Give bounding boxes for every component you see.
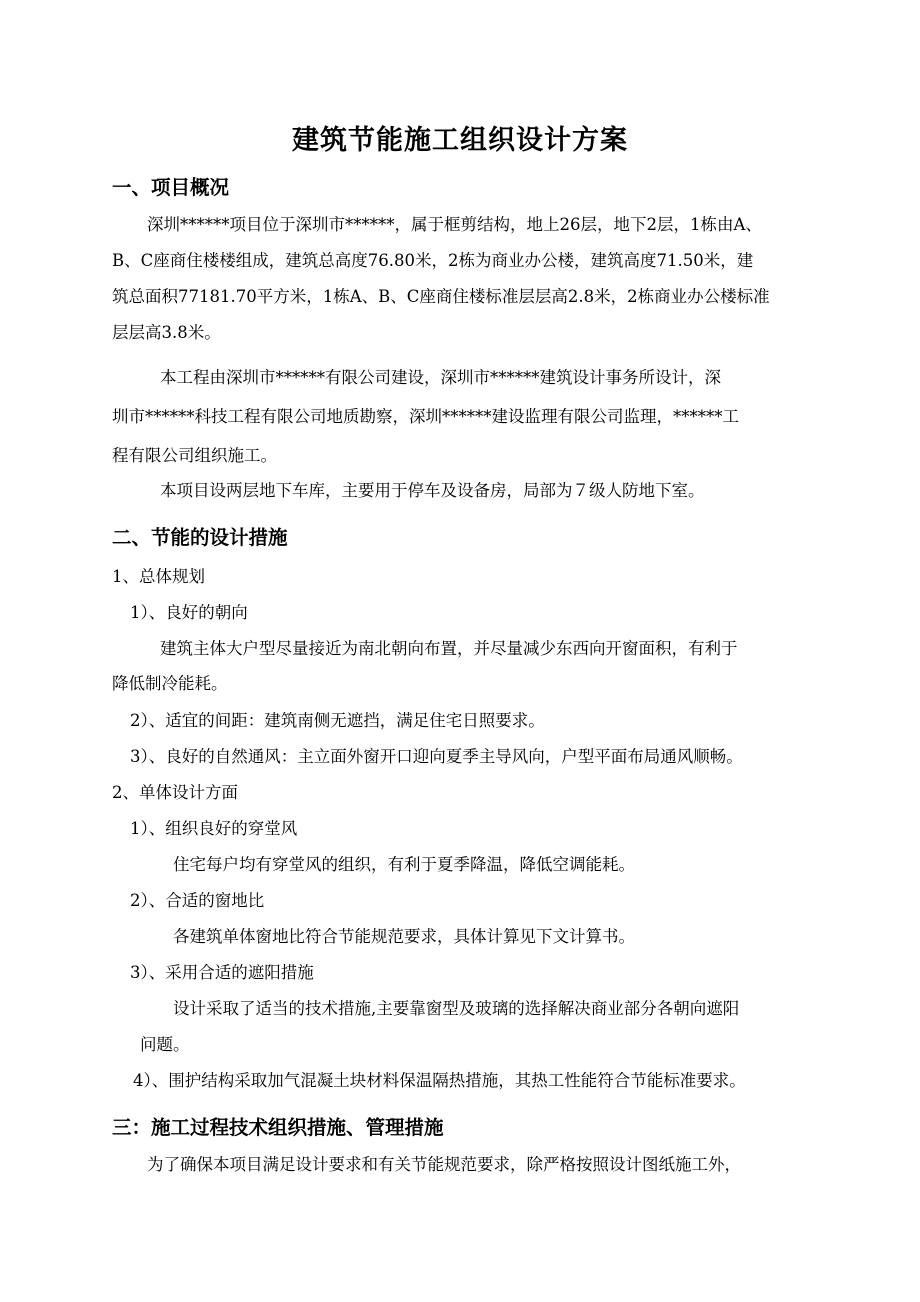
section-2-heading: 二、节能的设计措施 [112,526,288,549]
subsection-1-item-3 [130,739,743,775]
text-line: 住宅每户均有穿堂风的组织，有利于夏季降温，降低空调能耗。 [173,855,635,874]
text-line: 降低制冷能耗。 [112,674,228,693]
text-line: 3）、良好的自然通风：主立面外窗开口迎向夏季主导风向，户型平面布局通风顺畅。 [130,747,743,766]
subsection-2-item-2-label [130,883,264,919]
text-line: 圳市******科技工程有限公司地质勘察，深圳******建设监理有限公司监理，******工 [112,407,739,426]
section-3-paragraph-1 [147,1147,741,1183]
text-line: 3）、采用合适的遮阳措施 [130,963,314,982]
text-line: 各建筑单体窗地比符合节能规范要求，具体计算见下文计算书。 [173,927,635,946]
text-line: 层层高3.8米。 [112,323,221,342]
subsection-2-item-2-text [173,919,635,955]
text-line: 4）、围护结构采取加气混凝土块材料保温隔热措施，其热工性能符合节能标准要求。 [133,1071,746,1090]
text-line: 2）、合适的窗地比 [130,891,265,910]
section-1-paragraph-2-cont [112,399,739,474]
subsection-1-item-1-text [160,631,738,667]
text-line: 2、单体设计方面 [112,783,238,802]
text-line: 为了确保本项目满足设计要求和有关节能规范要求，除严格按照设计图纸施工外， [147,1155,741,1174]
text-line: 2）、适宜的间距：建筑南侧无遮挡，满足住宅日照要求。 [130,711,545,730]
text-line: B、C座商住楼楼组成，建筑总高度76.80米，2栋为商业办公楼，建筑高度71.50米，建 [112,251,754,270]
text-line: 设计采取了适当的技术措施,主要靠窗型及玻璃的选择解决商业部分各朝向遮阳 [173,999,740,1018]
text-line: 本项目设两层地下车库，主要用于停车及设备房，局部为７级人防地下室。 [160,481,705,500]
text-line: 本工程由深圳市******有限公司建设，深圳市******建筑设计事务所设计，深 [160,368,721,387]
text-line: 1、总体规划 [112,567,205,586]
text-line: 筑总面积77181.70平方米，1栋A、B、C座商住楼标准层层高2.8米，2栋商业办公楼标准 [112,287,770,306]
text-line: 程有限公司组织施工。 [112,446,277,465]
text-line: 问题。 [140,1035,190,1054]
text-line: 1）、良好的朝向 [130,603,248,622]
section-1-paragraph-1-cont [112,243,770,351]
subsection-1-item-1-text-cont [112,666,228,702]
subsection-2-item-3-text [173,991,739,1027]
document-title: 建筑节能施工组织设计方案 [292,125,628,156]
text-line: 深圳******项目位于深圳市******，属于框剪结构，地上26层，地下2层，1栋由A、 [147,215,762,234]
subsection-1-item-2 [130,703,545,739]
subsection-2-item-3-label [130,955,314,991]
section-1-paragraph-3 [160,473,705,509]
section-1-paragraph-1 [147,207,762,243]
subsection-2-item-1-label [130,811,297,847]
subsection-1-item-1-label [130,595,248,631]
subsection-2-item-3-text-cont [140,1027,190,1063]
text-line: 1）、组织良好的穿堂风 [130,819,298,838]
section-1-heading: 一、项目概况 [112,176,230,199]
subsection-2-item-4 [133,1063,746,1099]
subsection-2-item-1-text [173,847,635,883]
section-1-paragraph-2 [160,360,721,396]
subsection-1-label [112,559,205,595]
section-3-heading: 三：施工过程技术组织措施、管理措施 [112,1116,444,1139]
subsection-2-label [112,775,238,811]
text-line: 建筑主体大户型尽量接近为南北朝向布置，并尽量减少东西向开窗面积，有利于 [160,639,738,658]
